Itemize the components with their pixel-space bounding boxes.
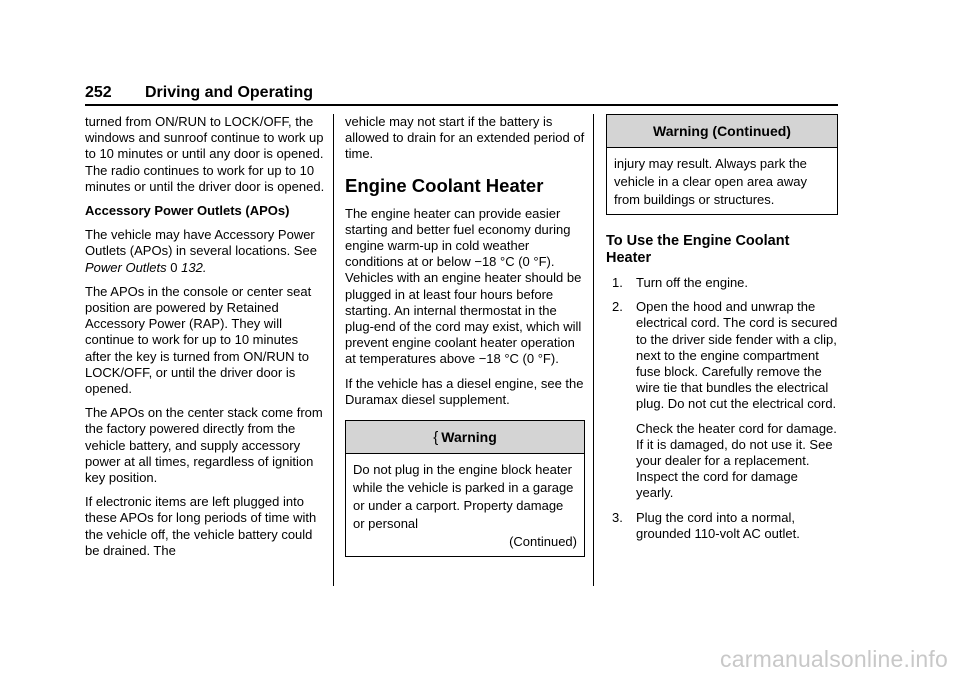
watermark: carmanualsonline.info xyxy=(720,646,948,672)
paragraph: vehicle may not start if the battery is allowed to drain for an extended period of time. xyxy=(345,114,585,162)
step-number: 3. xyxy=(612,509,623,525)
paragraph: If the vehicle has a diesel engine, see the Duramax diesel supplement. xyxy=(345,375,584,407)
paragraph: The engine heater can provide easier starting and better fuel economy during engine warm-up in cold weather conditions at or below −18 °C (0 °F). Vehicles with an engine heater should be plugged in at least four hours before starting. An internal thermostat in the plug-end of the cord may exist, which will prevent engine coolant heater operation at temperatures above −18 °C (0 °F). xyxy=(345,205,582,367)
list-item xyxy=(606,510,838,542)
step-text: Open the hood and unwrap the electrical cord. The cord is secured to the driver side fender with a clip, next to the engine compartment fuse block. Carefully remove the wire tie that bundles the electrical plug. Do not cut the electrical cord. xyxy=(636,299,838,412)
paragraph xyxy=(85,227,325,276)
list-item xyxy=(606,299,838,501)
page-header xyxy=(85,84,838,106)
warning-header xyxy=(346,421,584,454)
warning-header: Warning (Continued) xyxy=(607,115,837,148)
paragraph: The APOs in the console or center seat position are powered by Retained Accessory Power (RAP). They will continue to work for up to 10 minutes after the key is turned from ON/RUN to LOCK/OFF, or until the driver door is opened. xyxy=(85,283,312,397)
warning-box-continued xyxy=(606,114,838,215)
warning-text: Do not plug in the engine block heater while the vehicle is parked in a garage or under a carport. Property damage or personal xyxy=(353,462,574,532)
warning-body: injury may result. Always park the vehicle in a clear open area away from buildings or structures. xyxy=(614,156,807,207)
warning-box xyxy=(345,420,585,557)
step-text: Turn off the engine. xyxy=(636,275,749,290)
warning-title: Warning xyxy=(441,429,497,446)
section-title: Driving and Operating xyxy=(145,84,314,101)
warning-icon: { xyxy=(433,429,439,447)
page-reference: 132. xyxy=(177,259,207,275)
engine-coolant-heater-heading: Engine Coolant Heater xyxy=(345,174,544,196)
column-3 xyxy=(606,114,838,550)
column-2 xyxy=(345,114,585,557)
warning-body xyxy=(346,454,584,556)
apo-heading: Accessory Power Outlets (APOs) xyxy=(85,203,290,219)
step-number: 1. xyxy=(612,275,623,290)
page-number: 252 xyxy=(85,84,112,101)
list-item xyxy=(606,275,838,291)
paragraph: The APOs on the center stack come from the factory powered directly from the vehicle battery, and supply accessory power at all times, regardless of ignition key position. xyxy=(85,405,323,486)
header-rule xyxy=(85,104,838,106)
paragraph-text: The vehicle may have Accessory Power Outlets (APOs) in several locations. See xyxy=(85,227,317,259)
step-text: Plug the cord into a normal, grounded 110-volt AC outlet. xyxy=(636,509,800,541)
column-divider-left xyxy=(333,114,334,586)
power-outlets-link[interactable]: Power Outlets xyxy=(85,259,167,275)
paragraph: If electronic items are left plugged into these APOs for long periods of time with the vehicle off, the vehicle battery could be drained. The xyxy=(85,494,317,558)
page-reference-icon: 0 xyxy=(170,259,178,275)
column-divider-right xyxy=(593,114,594,586)
paragraph: turned from ON/RUN to LOCK/OFF, the windows and sunroof continue to work up to 10 minutes or until any door is opened. The radio continues to work for up to 10 minutes or until the driver door is opened. xyxy=(85,114,325,194)
column-1 xyxy=(85,114,325,567)
step-number: 2. xyxy=(612,299,623,315)
step-extra-text: Check the heater cord for damage. If it is damaged, do not use it. See your dealer for a replacement. Inspect the cord for damage yearly. xyxy=(636,420,837,501)
steps-list xyxy=(606,275,838,542)
use-heater-heading: To Use the Engine Coolant Heater xyxy=(606,233,790,266)
warning-continued: (Continued) xyxy=(509,534,577,550)
